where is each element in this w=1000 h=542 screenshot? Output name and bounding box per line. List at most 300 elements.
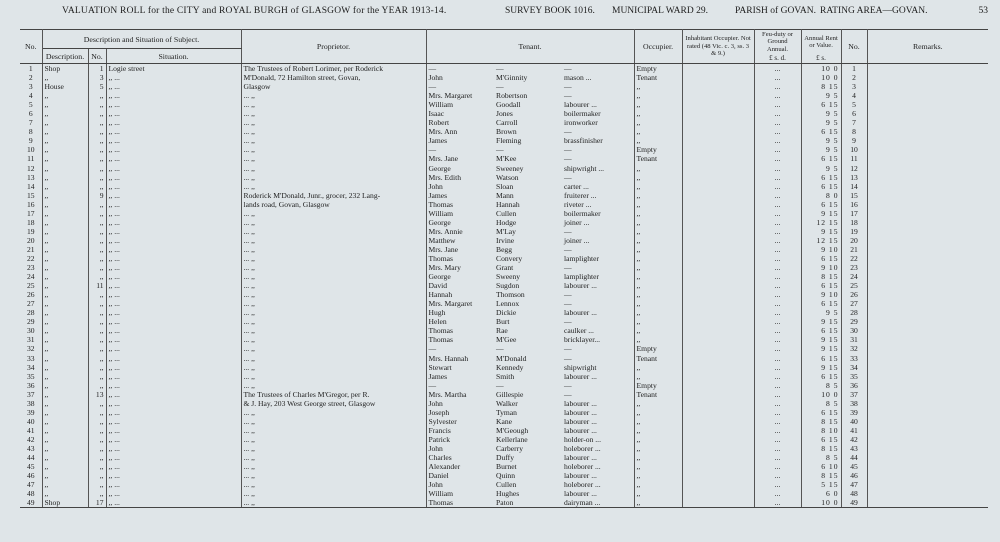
subject-situation: ,, ...	[106, 489, 241, 498]
table-row	[20, 399, 988, 408]
tenant-surname: Fleming	[496, 136, 522, 146]
feu-duty: ...	[754, 109, 801, 118]
annual-rent: 9 15	[801, 335, 841, 344]
occupier-status: Empty	[634, 344, 682, 353]
tenant-surname: Watson	[496, 172, 519, 182]
table-row	[20, 453, 988, 462]
tenant-surname: Burt	[496, 317, 510, 327]
subject-number: ,,	[88, 173, 106, 182]
subject-situation: ,, ...	[106, 317, 241, 326]
table-row	[20, 308, 988, 317]
proprietor: ... ,,	[241, 182, 426, 191]
proprietor: ... ,,	[241, 417, 426, 426]
proprietor: & J. Hay, 203 West George street, Glasgow	[241, 399, 426, 408]
inhabitant-occupier	[682, 290, 754, 299]
entry-number-right: 20	[841, 236, 867, 245]
table-row	[20, 489, 988, 498]
inhabitant-occupier	[682, 136, 754, 145]
annual-rent: 8 0	[801, 191, 841, 200]
occupier-status: ,,	[634, 290, 682, 299]
entry-number: 34	[20, 363, 42, 372]
feu-duty: ...	[754, 471, 801, 480]
annual-rent: 9 10	[801, 263, 841, 272]
table-row	[20, 245, 988, 254]
table-row	[20, 218, 988, 227]
inhabitant-occupier	[682, 408, 754, 417]
tenant-surname: Paton	[494, 498, 562, 508]
table-row	[20, 109, 988, 118]
page-header	[0, 6, 1000, 22]
subject-description: ,,	[42, 164, 88, 173]
annual-rent: 6 10	[801, 462, 841, 471]
inhabitant-occupier	[682, 381, 754, 390]
tenant-surname: —	[496, 82, 504, 92]
inhabitant-occupier	[682, 245, 754, 254]
subject-situation: ,, ...	[106, 127, 241, 136]
proprietor: Roderick M'Donald, Junr., grocer, 232 Lang-	[241, 191, 426, 200]
annual-rent: 9 10	[801, 245, 841, 254]
inhabitant-occupier	[682, 435, 754, 444]
tenant-first-name: Thomas	[428, 335, 453, 345]
entry-number: 28	[20, 308, 42, 317]
entry-number: 48	[20, 489, 42, 498]
occupier-status: ,,	[634, 91, 682, 100]
feu-duty: ...	[754, 399, 801, 408]
tenant-occupation: labourer ...	[562, 471, 634, 480]
tenant-surname: Begg	[496, 244, 513, 254]
subject-situation: ,, ...	[106, 136, 241, 145]
inhabitant-occupier	[682, 236, 754, 245]
subject-description: ,,	[42, 254, 88, 263]
tenant-occupation: dairyman ...	[562, 498, 634, 508]
table-row	[20, 191, 988, 200]
table-row	[20, 426, 988, 435]
tenant-occupation: —	[562, 154, 634, 163]
annual-rent: 6 15	[801, 127, 841, 136]
feu-duty: ...	[754, 381, 801, 390]
feu-duty: ...	[754, 372, 801, 381]
feu-duty: ...	[754, 164, 801, 173]
inhabitant-occupier	[682, 299, 754, 308]
remarks	[867, 209, 988, 218]
subject-description: ,,	[42, 272, 88, 281]
entry-number-right: 14	[841, 182, 867, 191]
table-row	[20, 209, 988, 218]
entry-number: 36	[20, 381, 42, 390]
annual-rent: 8 15	[801, 82, 841, 91]
occupier-status: ,,	[634, 299, 682, 308]
inhabitant-occupier	[682, 109, 754, 118]
remarks	[867, 164, 988, 173]
tenant-first-name: Patrick	[428, 434, 451, 444]
feu-duty: ...	[754, 200, 801, 209]
occupier-status: ,,	[634, 480, 682, 489]
occupier-status: Tenant	[634, 390, 682, 399]
entry-number: 39	[20, 408, 42, 417]
occupier-status: Tenant	[634, 154, 682, 163]
annual-rent: 9 15	[801, 317, 841, 326]
remarks	[867, 182, 988, 191]
roll-title: VALUATION ROLL for the CITY and ROYAL BURGH of GLASGOW for the YEAR 1913-14.	[62, 6, 447, 16]
tenant-first-name: Matthew	[428, 235, 456, 245]
tenant-first-name: Charles	[428, 453, 452, 463]
table-row	[20, 299, 988, 308]
tenant-first-name: George	[428, 163, 451, 173]
occupier-status: ,,	[634, 191, 682, 200]
tenant-surname: Sweeney	[496, 163, 524, 173]
tenant-first-name: Hugh	[428, 308, 446, 318]
feu-duty: ...	[754, 218, 801, 227]
remarks	[867, 64, 988, 74]
col-occupier: Occupier.	[634, 30, 682, 64]
table-row	[20, 462, 988, 471]
feu-duty: ...	[754, 363, 801, 372]
proprietor: ... ,,	[241, 290, 426, 299]
proprietor: ... ,,	[241, 209, 426, 218]
proprietor: ... ,,	[241, 344, 426, 353]
tenant-surname: Dickie	[496, 308, 517, 318]
subject-number: ,,	[88, 136, 106, 145]
feu-duty: ...	[754, 444, 801, 453]
tenant-occupation: —	[562, 317, 634, 326]
feu-duty: ...	[754, 100, 801, 109]
tenant-occupation: labourer ...	[562, 417, 634, 426]
occupier-status: ,,	[634, 326, 682, 335]
remarks	[867, 245, 988, 254]
remarks	[867, 426, 988, 435]
feu-duty: ...	[754, 390, 801, 399]
tenant-occupation: riveter ...	[562, 200, 634, 209]
remarks	[867, 462, 988, 471]
entry-number-right: 34	[841, 363, 867, 372]
proprietor: ... ,,	[241, 462, 426, 471]
col-remarks: Remarks.	[867, 30, 988, 64]
inhabitant-occupier	[682, 317, 754, 326]
subject-description: ,,	[42, 462, 88, 471]
subject-situation: ,, ...	[106, 254, 241, 263]
feu-duty: ...	[754, 308, 801, 317]
subject-situation: ,, ...	[106, 480, 241, 489]
occupier-status: ,,	[634, 109, 682, 118]
subject-number: 13	[88, 390, 106, 399]
table-body	[20, 64, 988, 508]
remarks	[867, 363, 988, 372]
subject-situation: ,, ...	[106, 344, 241, 353]
remarks	[867, 471, 988, 480]
remarks	[867, 444, 988, 453]
subject-description: ,,	[42, 335, 88, 344]
subject-situation: ,, ...	[106, 426, 241, 435]
inhabitant-occupier	[682, 462, 754, 471]
entry-number: 9	[20, 136, 42, 145]
proprietor: ... ,,	[241, 498, 426, 508]
table-row	[20, 317, 988, 326]
feu-duty: ...	[754, 408, 801, 417]
subject-situation: ,, ...	[106, 498, 241, 508]
subject-description: ,,	[42, 236, 88, 245]
tenant-occupation: ironworker	[562, 118, 634, 127]
proprietor: Glasgow	[241, 82, 426, 91]
proprietor: The Trustees of Robert Lorimer, per Roderick	[241, 64, 426, 74]
tenant-occupation: —	[562, 354, 634, 363]
annual-rent: 9 5	[801, 164, 841, 173]
tenant-occupation: —	[562, 381, 634, 390]
table-row	[20, 64, 988, 74]
tenant-occupation: labourer ...	[562, 100, 634, 109]
subject-description: ,,	[42, 245, 88, 254]
feu-duty: ...	[754, 82, 801, 91]
subject-situation: ,, ...	[106, 263, 241, 272]
subject-description: ,,	[42, 218, 88, 227]
annual-rent: 9 5	[801, 136, 841, 145]
subject-description: ,,	[42, 191, 88, 200]
tenant-surname: —	[496, 145, 504, 155]
table-row	[20, 227, 988, 236]
annual-rent: 8 10	[801, 426, 841, 435]
entry-number: 37	[20, 390, 42, 399]
tenant-first-name: Robert	[428, 118, 450, 128]
entry-number-right: 49	[841, 498, 867, 508]
tenant-first-name: Helen	[428, 317, 447, 327]
tenant-surname: Thomson	[496, 290, 525, 300]
proprietor: ... ,,	[241, 100, 426, 109]
inhabitant-occupier	[682, 480, 754, 489]
proprietor: ... ,,	[241, 372, 426, 381]
annual-rent: 9 5	[801, 109, 841, 118]
entry-number-right: 24	[841, 272, 867, 281]
annual-rent: 6 15	[801, 154, 841, 163]
proprietor: ... ,,	[241, 218, 426, 227]
proprietor: ... ,,	[241, 245, 426, 254]
feu-duty: ...	[754, 299, 801, 308]
subject-description: ,,	[42, 444, 88, 453]
entry-number-right: 41	[841, 426, 867, 435]
tenant-first-name: Mrs. Jane	[428, 154, 459, 164]
entry-number: 6	[20, 109, 42, 118]
entry-number: 21	[20, 245, 42, 254]
subject-situation: ,, ...	[106, 164, 241, 173]
remarks	[867, 236, 988, 245]
subject-description: ,,	[42, 118, 88, 127]
entry-number-right: 33	[841, 354, 867, 363]
subject-description: ,,	[42, 417, 88, 426]
table-row	[20, 82, 988, 91]
remarks	[867, 381, 988, 390]
subject-number: ,,	[88, 444, 106, 453]
entry-number-right: 18	[841, 218, 867, 227]
feu-duty: ...	[754, 326, 801, 335]
entry-number-right: 29	[841, 317, 867, 326]
subject-situation: Logie street	[106, 64, 241, 74]
annual-rent: 8 5	[801, 453, 841, 462]
tenant-surname: Smith	[496, 371, 515, 381]
annual-rent: 6 15	[801, 281, 841, 290]
entry-number: 7	[20, 118, 42, 127]
table-row	[20, 444, 988, 453]
entry-number-right: 48	[841, 489, 867, 498]
tenant-surname: M'Gee	[496, 335, 517, 345]
subject-description: ,,	[42, 308, 88, 317]
subject-number: 3	[88, 73, 106, 82]
subject-number: ,,	[88, 417, 106, 426]
proprietor: ... ,,	[241, 254, 426, 263]
entry-number: 26	[20, 290, 42, 299]
inhabitant-occupier	[682, 281, 754, 290]
proprietor: ... ,,	[241, 127, 426, 136]
tenant-first-name: David	[428, 281, 448, 291]
entry-number-right: 1	[841, 64, 867, 74]
entry-number-right: 22	[841, 254, 867, 263]
feu-duty: ...	[754, 344, 801, 353]
subject-situation: ,, ...	[106, 236, 241, 245]
remarks	[867, 173, 988, 182]
proprietor: ... ,,	[241, 281, 426, 290]
subject-situation: ,, ...	[106, 372, 241, 381]
tenant-occupation: mason ...	[562, 73, 634, 82]
occupier-status: ,,	[634, 136, 682, 145]
proprietor: ... ,,	[241, 381, 426, 390]
occupier-status: ,,	[634, 82, 682, 91]
entry-number: 25	[20, 281, 42, 290]
occupier-status: ,,	[634, 372, 682, 381]
feu-duty: ...	[754, 127, 801, 136]
feu-duty: ...	[754, 317, 801, 326]
subject-situation: ,, ...	[106, 408, 241, 417]
feu-duty: ...	[754, 290, 801, 299]
subject-number: ,,	[88, 272, 106, 281]
proprietor: ... ,,	[241, 335, 426, 344]
remarks	[867, 299, 988, 308]
tenant-first-name: John	[428, 181, 443, 191]
inhabitant-occupier	[682, 173, 754, 182]
remarks	[867, 308, 988, 317]
tenant-first-name: John	[428, 480, 443, 490]
table-row	[20, 480, 988, 489]
table-row	[20, 372, 988, 381]
remarks	[867, 136, 988, 145]
subject-number: 17	[88, 498, 106, 508]
subject-number: ,,	[88, 381, 106, 390]
subject-situation: ,, ...	[106, 471, 241, 480]
feu-duty: ...	[754, 335, 801, 344]
subject-description: ,,	[42, 453, 88, 462]
subject-situation: ,, ...	[106, 200, 241, 209]
tenant-surname: Goodall	[496, 100, 521, 110]
subject-description: ,,	[42, 173, 88, 182]
entry-number-right: 5	[841, 100, 867, 109]
tenant-occupation: joiner ...	[562, 218, 634, 227]
annual-rent: 5 15	[801, 480, 841, 489]
entry-number-right: 4	[841, 91, 867, 100]
tenant-first-name: Mrs. Jane	[428, 244, 459, 254]
occupier-status: ,,	[634, 399, 682, 408]
tenant-occupation: joiner ...	[562, 236, 634, 245]
subject-description: ,,	[42, 154, 88, 163]
annual-rent: 9 15	[801, 209, 841, 218]
tenant-first-name: Isaac	[428, 109, 445, 119]
subject-description: ,,	[42, 100, 88, 109]
inhabitant-occupier	[682, 344, 754, 353]
subject-number: ,,	[88, 489, 106, 498]
tenant-surname: Kellerlane	[496, 434, 528, 444]
table-row	[20, 136, 988, 145]
feu-duty: ...	[754, 462, 801, 471]
tenant-surname: Burnet	[496, 462, 517, 472]
tenant-surname: Carberry	[496, 443, 523, 453]
occupier-status: ,,	[634, 471, 682, 480]
entry-number-right: 26	[841, 290, 867, 299]
subject-number: ,,	[88, 363, 106, 372]
entry-number: 47	[20, 480, 42, 489]
subject-description: ,,	[42, 109, 88, 118]
entry-number: 46	[20, 471, 42, 480]
tenant-occupation: lamplighter	[562, 272, 634, 281]
inhabitant-occupier	[682, 218, 754, 227]
tenant-occupation: —	[562, 82, 634, 91]
entry-number-right: 44	[841, 453, 867, 462]
annual-rent: 8 15	[801, 272, 841, 281]
entry-number-right: 39	[841, 408, 867, 417]
proprietor: ... ,,	[241, 408, 426, 417]
proprietor: ... ,,	[241, 109, 426, 118]
tenant-occupation: boilermaker	[562, 209, 634, 218]
survey-book: SURVEY BOOK 1016.	[505, 6, 595, 16]
tenant-surname: Gillespie	[496, 389, 524, 399]
tenant-surname: Brown	[496, 127, 517, 137]
table-row	[20, 498, 988, 508]
entry-number-right: 37	[841, 390, 867, 399]
tenant-first-name: Thomas	[428, 199, 453, 209]
subject-number: ,,	[88, 236, 106, 245]
subject-situation: ,, ...	[106, 118, 241, 127]
table-row	[20, 263, 988, 272]
feu-duty: ...	[754, 272, 801, 281]
inhabitant-occupier	[682, 263, 754, 272]
subject-number: ,,	[88, 254, 106, 263]
col-feuduty: Feu-duty or Ground Annual.	[754, 30, 801, 55]
tenant-surname: M'Geough	[496, 425, 529, 435]
annual-rent: 8 15	[801, 417, 841, 426]
occupier-status: ,,	[634, 118, 682, 127]
subject-description: ,,	[42, 281, 88, 290]
tenant-occupation: —	[562, 344, 634, 353]
entry-number: 43	[20, 444, 42, 453]
occupier-status: ,,	[634, 100, 682, 109]
entry-number-right: 11	[841, 154, 867, 163]
annual-rent: 9 5	[801, 145, 841, 154]
entry-number: 44	[20, 453, 42, 462]
subject-description: ,,	[42, 480, 88, 489]
tenant-surname: M'Ginnity	[496, 73, 528, 83]
tenant-surname: —	[496, 380, 504, 390]
tenant-surname: Walker	[496, 398, 518, 408]
subject-number: ,,	[88, 145, 106, 154]
annual-rent: 8 15	[801, 471, 841, 480]
entry-number-right: 46	[841, 471, 867, 480]
table-row	[20, 127, 988, 136]
remarks	[867, 372, 988, 381]
annual-rent: 12 15	[801, 236, 841, 245]
inhabitant-occupier	[682, 200, 754, 209]
subject-number: ,,	[88, 471, 106, 480]
feu-duty: ...	[754, 263, 801, 272]
subject-situation: ,, ...	[106, 444, 241, 453]
table-row	[20, 154, 988, 163]
annual-rent: 6 15	[801, 254, 841, 263]
proprietor: lands road, Govan, Glasgow	[241, 200, 426, 209]
subject-situation: ,, ...	[106, 299, 241, 308]
inhabitant-occupier	[682, 498, 754, 508]
